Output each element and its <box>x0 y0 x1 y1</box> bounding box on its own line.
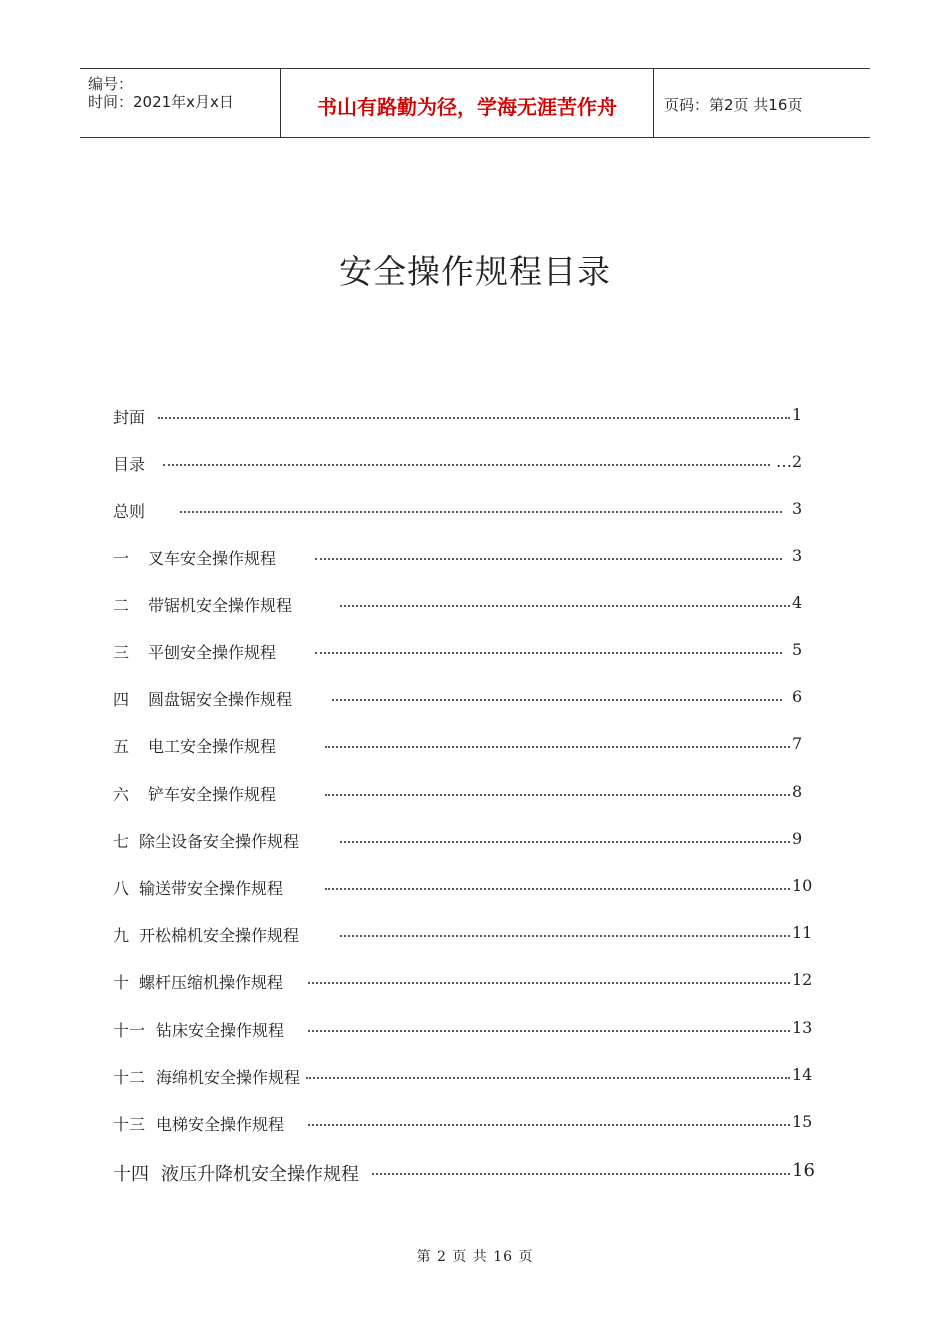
toc-entry-page-number: 9 <box>792 829 803 848</box>
toc-entry-page-number: 7 <box>792 734 803 753</box>
toc-entry-number: 一 <box>113 549 130 568</box>
toc-entry <box>0 876 950 906</box>
toc-dot-leader <box>308 1120 790 1126</box>
document-code-label: 编号： <box>88 75 134 93</box>
toc-entry-label: 目录 <box>113 455 146 474</box>
toc-dot-leader <box>308 978 790 984</box>
toc-entry-label: 圆盘锯安全操作规程 <box>148 690 293 709</box>
toc-entry-label: 带锯机安全操作规程 <box>148 596 293 615</box>
toc-entry-page-number: 1 <box>792 405 803 424</box>
toc-entry-number: 四 <box>113 690 130 709</box>
toc-entry-label: 钻床安全操作规程 <box>156 1021 285 1040</box>
toc-entry <box>0 452 950 482</box>
toc-dot-leader <box>308 1026 790 1032</box>
toc-entry <box>0 829 950 859</box>
toc-entry-number: 六 <box>113 785 130 804</box>
toc-entry-number: 十一 <box>113 1021 146 1040</box>
toc-entry <box>0 782 950 812</box>
toc-entry-page-number: 3 <box>792 499 803 518</box>
toc-entry <box>0 1018 950 1048</box>
toc-entry-number: 十二 <box>113 1068 146 1087</box>
toc-entry-label: 海绵机安全操作规程 <box>156 1068 301 1087</box>
toc-entry-label: 总则 <box>113 502 146 521</box>
toc-entry <box>0 1065 950 1095</box>
toc-entry <box>0 1160 950 1190</box>
toc-dot-leader <box>325 742 790 748</box>
toc-entry-page-number: 14 <box>792 1065 813 1084</box>
toc-entry <box>0 923 950 953</box>
toc-entry-label: 输送带安全操作规程 <box>139 879 284 898</box>
toc-entry-page-number: …2 <box>776 452 803 471</box>
toc-entry-number: 十三 <box>113 1115 146 1134</box>
toc-entry <box>0 546 950 576</box>
toc-entry <box>0 970 950 1000</box>
toc-dot-leader <box>332 695 782 701</box>
toc-dot-leader <box>340 931 790 937</box>
toc-entry-label: 铲车安全操作规程 <box>148 785 277 804</box>
toc-dot-leader <box>325 884 790 890</box>
toc-dot-leader <box>315 554 782 560</box>
header-meta-cell <box>80 69 281 137</box>
toc-entry-page-number: 11 <box>792 923 813 942</box>
toc-dot-leader <box>163 460 770 466</box>
toc-entry-page-number: 3 <box>792 546 803 565</box>
toc-dot-leader <box>158 413 790 419</box>
toc-entry-label: 封面 <box>113 408 146 427</box>
toc-entry-label: 开松棉机安全操作规程 <box>139 926 300 945</box>
toc-entry <box>0 734 950 764</box>
toc-entry <box>0 499 950 529</box>
toc-entry-page-number: 4 <box>792 593 803 612</box>
toc-entry-page-number: 15 <box>792 1112 813 1131</box>
document-header <box>80 68 870 138</box>
toc-entry-label: 除尘设备安全操作规程 <box>139 832 300 851</box>
toc-entry <box>0 405 950 435</box>
toc-entry-page-number: 6 <box>792 687 803 706</box>
toc-entry-page-number: 8 <box>792 782 803 801</box>
toc-entry-page-number: 13 <box>792 1018 813 1037</box>
toc-dot-leader <box>315 648 782 654</box>
toc-entry-number: 十四 <box>113 1164 149 1185</box>
toc-entry <box>0 593 950 623</box>
toc-entry <box>0 640 950 670</box>
toc-entry-label: 叉车安全操作规程 <box>148 549 277 568</box>
toc-entry-number: 九 <box>113 926 130 945</box>
header-page-info: 页码：第2页 共16页 <box>664 96 803 114</box>
toc-entry-number: 七 <box>113 832 130 851</box>
toc-entry-number: 十 <box>113 973 130 992</box>
header-page-cell <box>654 69 870 137</box>
toc-entry-number: 五 <box>113 737 130 756</box>
toc-entry-label: 电梯安全操作规程 <box>156 1115 285 1134</box>
header-motto-cell <box>281 69 654 137</box>
document-time-label: 时间：2021年x月x日 <box>88 93 234 111</box>
toc-entry-page-number: 12 <box>792 970 813 989</box>
toc-dot-leader <box>340 601 790 607</box>
toc-dot-leader <box>340 837 790 843</box>
toc-entry-label: 液压升降机安全操作规程 <box>161 1164 359 1185</box>
toc-entry-page-number: 10 <box>792 876 813 895</box>
toc-dot-leader <box>306 1073 790 1079</box>
toc-entry-number: 八 <box>113 879 130 898</box>
toc-dot-leader <box>372 1169 790 1175</box>
header-motto: 书山有路勤为径，学海无涯苦作舟 <box>317 95 617 119</box>
page-title: 安全操作规程目录 <box>339 252 611 291</box>
toc-dot-leader <box>180 507 782 513</box>
page-footer: 第 2 页 共 16 页 <box>416 1249 534 1265</box>
toc-entry-number: 三 <box>113 643 130 662</box>
toc-entry <box>0 1112 950 1142</box>
toc-entry-page-number: 5 <box>792 640 803 659</box>
toc-entry-label: 电工安全操作规程 <box>148 737 277 756</box>
toc-entry-number: 二 <box>113 596 130 615</box>
toc-entry-page-number: 16 <box>792 1160 815 1181</box>
toc-entry <box>0 687 950 717</box>
toc-dot-leader <box>325 790 790 796</box>
toc-entry-label: 平刨安全操作规程 <box>148 643 277 662</box>
toc-entry-label: 螺杆压缩机操作规程 <box>139 973 284 992</box>
